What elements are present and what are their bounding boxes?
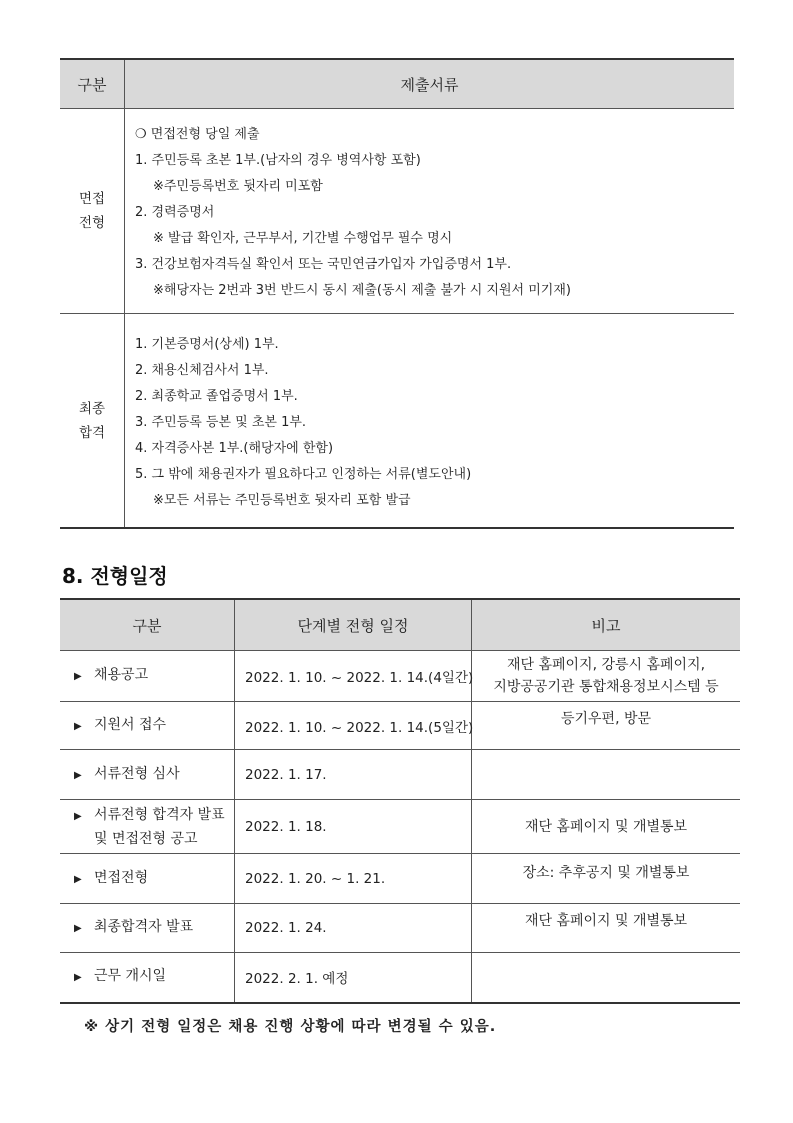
doc-line: 1. 기본증명서(상세) 1부. (135, 336, 279, 352)
stage-cell (60, 800, 235, 854)
category-label: 전형 (78, 215, 106, 231)
stage-label: 지원서 접수 (94, 716, 167, 733)
triangle-bullet-icon: ▶ (74, 720, 82, 732)
triangle-bullet-icon: ▶ (74, 810, 82, 822)
triangle-bullet-icon: ▶ (74, 923, 82, 934)
doc-note: ※해당자는 2번과 3번 반드시 동시 제출(동시 제출 불가 시 지원서 미기재) (153, 283, 571, 298)
table-row-interview (60, 109, 734, 314)
stage-cell (60, 750, 235, 800)
stage-cell (60, 904, 235, 953)
doc-line: 1. 주민등록 초본 1부.(남자의 경우 병역사항 포함) (135, 153, 421, 168)
date-cell: 2022. 1. 10. ~ 2022. 1. 14.(4일간) (235, 651, 472, 702)
section-title: 8. 전형일정 (62, 564, 168, 588)
category-cell (60, 109, 125, 314)
doc-line: 2. 경력증명서 (135, 205, 215, 220)
date-cell: 2022. 1. 10. ~ 2022. 1. 14.(5일간) (235, 702, 472, 750)
table-header-row (60, 599, 740, 651)
category-cell (60, 314, 125, 529)
triangle-bullet-icon: ▶ (74, 769, 82, 781)
table-row (60, 953, 740, 1003)
schedule-table (60, 598, 740, 1004)
note-cell (472, 904, 741, 953)
date-cell: 2022. 1. 20. ~ 1. 21. (235, 854, 472, 904)
triangle-bullet-icon: ▶ (74, 972, 82, 984)
category-label: 합격 (78, 424, 106, 441)
submission-documents-table (60, 58, 734, 529)
header-category: 구분 (60, 599, 235, 651)
schedule-footnote: ※ 상기 전형 일정은 채용 진행 상황에 따라 변경될 수 있음. (84, 1019, 497, 1035)
stage-label: 채용공고 (94, 667, 149, 683)
stage-label: 최종합격자 발표 (94, 919, 194, 935)
header-date: 단계별 전형 일정 (235, 599, 472, 651)
note-line: 재단 홈페이지 및 개별통보 (524, 913, 688, 929)
table-row (60, 750, 740, 800)
note-cell (472, 800, 741, 854)
category-label: 최종 (78, 400, 106, 417)
note-line: 등기우편, 방문 (560, 711, 652, 727)
note-cell (472, 854, 741, 904)
note-cell (472, 953, 741, 1003)
stage-label-line2: 및 면접전형 공고 (94, 830, 198, 847)
table-row-final (60, 314, 734, 529)
stage-label: 서류전형 합격자 발표 (94, 806, 225, 823)
category-label: 면접 (78, 191, 106, 207)
doc-note: ※모든 서류는 주민등록번호 뒷자리 포함 발급 (153, 492, 411, 508)
note-cell (472, 750, 741, 800)
date-cell: 2022. 1. 24. (235, 904, 472, 953)
doc-line: 2. 채용신체검사서 1부. (135, 362, 269, 378)
table-row (60, 800, 740, 854)
header-note: 비고 (472, 599, 741, 651)
stage-cell (60, 651, 235, 702)
table-row (60, 702, 740, 750)
date-cell: 2022. 1. 17. (235, 750, 472, 800)
doc-line: 3. 주민등록 등본 및 초본 1부. (135, 414, 307, 430)
note-line: 장소: 추후공지 및 개별통보 (522, 865, 690, 881)
documents-cell (125, 109, 735, 314)
doc-note: ※ 발급 확인자, 근무부서, 기간별 수행업무 필수 명시 (153, 231, 453, 246)
table-header-row (60, 59, 734, 109)
doc-line: ❍ 면접전형 당일 제출 (135, 127, 260, 142)
table-row (60, 904, 740, 953)
stage-cell (60, 854, 235, 904)
note-cell (472, 702, 741, 750)
triangle-bullet-icon: ▶ (74, 873, 82, 885)
header-documents: 제출서류 (125, 59, 735, 109)
documents-cell (125, 314, 735, 529)
table-row (60, 651, 740, 702)
table-row (60, 854, 740, 904)
doc-line: 2. 최종학교 졸업증명서 1부. (135, 388, 298, 404)
stage-label: 근무 개시일 (94, 968, 167, 985)
triangle-bullet-icon: ▶ (74, 671, 82, 682)
doc-line: 4. 자격증사본 1부.(해당자에 한함) (135, 440, 334, 456)
doc-note: ※주민등록번호 뒷자리 미포함 (153, 179, 323, 194)
stage-cell (60, 702, 235, 750)
note-line: 재단 홈페이지, 강릉시 홈페이지, (506, 657, 706, 673)
stage-label: 서류전형 심사 (94, 765, 180, 782)
header-category: 구분 (60, 59, 125, 109)
note-cell (472, 651, 741, 702)
date-cell: 2022. 1. 18. (235, 800, 472, 854)
doc-line: 5. 그 밖에 채용권자가 필요하다고 인정하는 서류(별도안내) (135, 466, 472, 482)
date-cell: 2022. 2. 1. 예정 (235, 953, 472, 1003)
note-line: 지방공공기관 통합채용정보시스템 등 (493, 679, 719, 695)
doc-line: 3. 건강보험자격득실 확인서 또는 국민연금가입자 가입증명서 1부. (135, 257, 512, 272)
note-line: 재단 홈페이지 및 개별통보 (524, 818, 688, 835)
stage-cell (60, 953, 235, 1003)
stage-label: 면접전형 (94, 869, 149, 886)
